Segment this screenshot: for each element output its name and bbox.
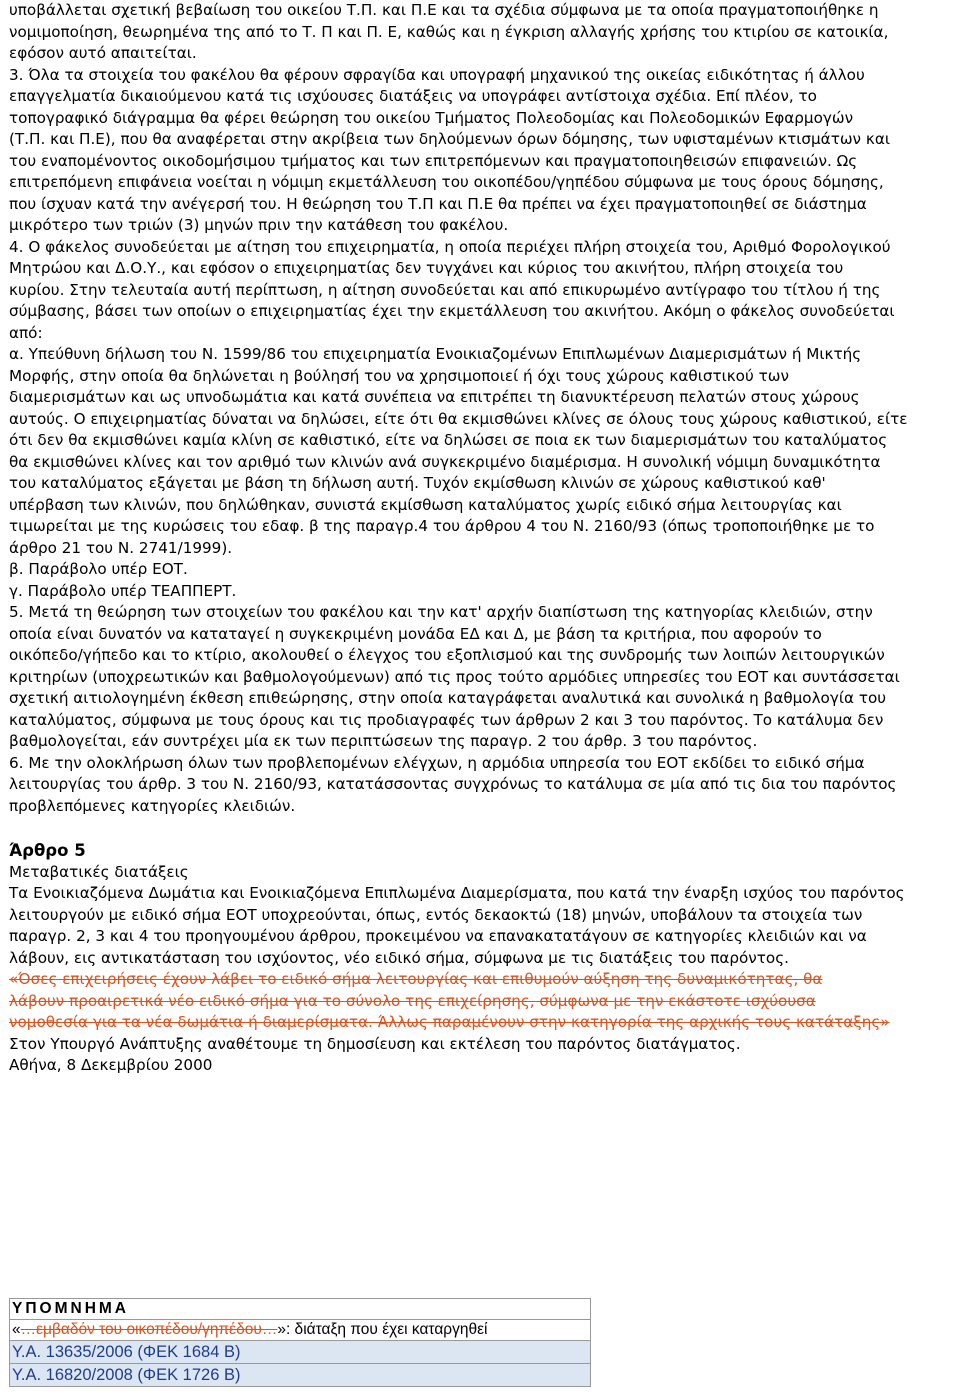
paragraph-transitional: Τα Ενοικιαζόμενα Δωμάτια και Ενοικιαζόμενα Επιπλωμένα Διαμερίσματα, που κατά την έναρξη ισχύος του παρόντος λειτουργούν με ειδικό σήμα ΕΟΤ υποχρεούνται, όπως, εντός δεκαοκτώ (18) μηνών, υποβάλουν τα στοιχεία των παραγρ. 2, 3 και 4 του προηγουμένου άρθρου, προκειμένου να επανακατατάγουν σε κατηγορίες κλειδιών και να λάβουν, εις αντικατάσταση του ισχύοντος, νέο ειδικό σήμα, σύμφωνα με τις διατάξεις του παρόντος.	[9, 884, 905, 967]
legend-repealed-desc: »: διάταξη που έχει καταργηθεί	[277, 1321, 488, 1338]
article-subtitle: Μεταβατικές διατάξεις	[9, 862, 189, 881]
paragraph-item-4: 4. Ο φάκελος συνοδεύεται με αίτηση του επιχειρηματία, η οποία περιέχει πλήρη στοιχεία του, Αριθμό Φορολογικού Μητρώου και Δ.Ο.Υ., και εφόσον ο επιχειρηματίας δεν τυγχάνει και κύριος του ακινήτου, πλήρη στοιχεία του κυρίου. Στην τελευταία αυτή περίπτωση, η αίτηση συνοδεύεται και από επικυρωμένο αντίγραφο του τίτλου ή της σύμβασης, βάσει των οποίων ο επιχειρηματίας έχει την εκμετάλλευση του ακινήτου. Ακόμη ο φάκελος συνοδεύεται από:	[9, 237, 895, 342]
paragraph-intro: υποβάλλεται σχετική βεβαίωση του οικείου Τ.Π. και Π.Ε και τα σχέδια σύμφωνα με τα οποία πραγματοποιήθηκε η νομιμοποίηση, θεωρημένα της από το Τ. Π και Π. Ε, καθώς και η έγκριση αλλαγής χρήσης του κτιρίου σε κατοικία, εφόσον αυτό απαιτείται.	[9, 1, 889, 62]
legend-ya-1: Υ.Α. 13635/2006 (ΦΕΚ 1684 Β)	[10, 1341, 591, 1364]
article-title: Άρθρο 5	[9, 841, 86, 860]
legend-title: ΥΠΟΜΝΗΜΑ	[10, 1299, 591, 1320]
paragraph-item-4b: β. Παράβολο υπέρ ΕΟΤ.	[9, 560, 188, 578]
legend-quote-open: «	[12, 1321, 21, 1338]
date-line: Αθήνα, 8 Δεκεμβρίου 2000	[9, 1056, 213, 1074]
legend-struck-sample: …εμβαδόν του οικοπέδου/γηπέδου…	[20, 1321, 278, 1338]
repealed-provision: «Όσες επιχειρήσεις έχουν λάβει το ειδικό σήμα λειτουργίας και επιθυμούν αύξηση της δυναμικότητας, θα λάβουν προαιρετικά νέο ειδικό σήμα για το σύνολο της επιχείρησης, σύμφωνα με την εκάστοτε ισχύουσα νομοθεσία για τα νέα δωμάτια ή διαμερίσματα. Άλλως παραμένουν στην κατηγορία της αρχικής τους κατάταξης»	[9, 970, 890, 1031]
paragraph-item-4c: γ. Παράβολο υπέρ ΤΕΑΠΠΕΡΤ.	[9, 581, 237, 600]
paragraph-item-3: 3. Όλα τα στοιχεία του φακέλου θα φέρουν σφραγίδα και υπογραφή μηχανικού της οικείας ειδικότητας ή άλλου επαγγελματία δικαιούμενου κατά τις ισχύουσες διατάξεις να υπογράφει αντίστοιχα σχέδια. Επί πλέον, το τοπογραφικό διάγραμμα θα φέρει θεώρηση του οικείου Τμήματος Πολεοδομίας και Πολεοδομικών Εφαρμογών (Τ.Π. και Π.Ε), που θα αναφέρεται στην ακρίβεια των δηλούμενων όρων δόμησης, των υφισταμένων κτισμάτων και του εναπομένοντος οικοδομήσιμου τμήματος και των επιτρεπόμενων και πραγματοποιηθεισών επιφανειών. Ως επιτρεπόμενη επιφάνεια νοείται η νόμιμη εκμετάλλευση του οικοπέδου/γηπέδου σύμφωνα με τους όρους δόμησης, που ίσχυαν κατά την ανέγερσή του. Η θεώρηση του Τ.Π και Π.Ε θα πρέπει να έχει πραγματοποιηθεί σε διάστημα μικρότερο των τριών (3) μηνών πριν την κατάθεση του φακέλου.	[9, 65, 890, 234]
legend-ya-2: Υ.Α. 16820/2008 (ΦΕΚ 1726 Β)	[10, 1364, 591, 1387]
paragraph-item-6: 6. Με την ολοκλήρωση όλων των προβλεπομένων ελέγχων, η αρμόδια υπηρεσία του ΕΟΤ εκδίδει το ειδικό σήμα λειτουργίας του άρθρ. 3 του Ν. 2160/93, κατατάσσοντας συγχρόνως το κατάλυμα σε μία από τις δια του παρόντος προβλεπόμενες κατηγορίες κλειδιών.	[9, 753, 897, 815]
paragraph-assignment: Στον Υπουργό Ανάπτυξης αναθέτουμε τη δημοσίευση και εκτέλεση του παρόντος διατάγματος.	[9, 1034, 741, 1053]
paragraph-item-4a: α. Υπεύθυνη δήλωση του Ν. 1599/86 του επιχειρηματία Ενοικιαζομένων Επιπλωμένων Διαμερισμάτων ή Μικτής Μορφής, στην οποία θα δηλώνεται η βούλησή του να χρησιμοποιεί ή όχι τους χώρους καθιστικού των διαμερισμάτων και ως υπνοδωμάτια και κατά συνέπεια να επιτρέπει τη διανυκτέρευση πελατών στους χώρους αυτούς. Ο επιχειρηματίας δύναται να δηλώσει, είτε ότι θα εκμισθώνει κλίνες σε όλους τους χώρους καθιστικού, είτε ότι δεν θα εκμισθώνει καμία κλίνη σε καθιστικό, είτε να δηλώσει σε ποια εκ των διαμερισμάτων του καταλύματος θα εκμισθώνει κλίνες και τον αριθμό των κλινών ανά συγκεκριμένο διαμέρισμα. Η συνολική νόμιμη δυναμικότητα του καταλύματος εξάγεται με βάση τη δήλωση αυτή. Τυχόν εκμίσθωση κλινών σε χώρους καθιστικού καθ' υπέρβαση των κλινών, που δηλώθηκαν, συνιστά εκμίσθωση καταλύματος χωρίς ειδικό σήμα λειτουργίας και τιμωρείται με της κυρώσεις του εδαφ. β της παραγρ.4 του άρθρου 4 του Ν. 2160/93 (όπως τροποποιήθηκε με το άρθρο 21 του Ν. 2741/1999).	[9, 345, 908, 557]
document-body	[9, 0, 954, 1077]
spacer	[9, 817, 954, 840]
legend-table	[9, 1298, 591, 1387]
paragraph-item-5: 5. Μετά τη θεώρηση των στοιχείων του φακέλου και την κατ' αρχήν διαπίστωση της κατηγορίας κλειδιών, στην οποία είναι δυνατόν να καταταγεί η συγκεκριμένη μονάδα ΕΔ και Δ, με βάση τα κριτήρια, που αφορούν το οικόπεδο/γήπεδο και το κτίριο, ακολουθεί ο έλεγχος του εξοπλισμού και της συνδρομής των λοιπών λειτουργικών κριτηρίων (υποχρεωτικών και βαθμολογούμενων) από τις προς τούτο αρμόδιες υπηρεσίες του ΕΟΤ και συντάσσεται σχετική αιτιολογημένη έκθεση επιθεώρησης, στην οποία καταγράφεται αναλυτικά και συνολικά η βαθμολογία του καταλύματος, σύμφωνα με τους όρους και τις προδιαγραφές των άρθρων 2 και 3 του παρόντος. Το κατάλυμα δεν βαθμολογείται, εάν συντρέχει μία εκ των περιπτώσεων της παραγρ. 2 του άρθρ. 3 του παρόντος.	[9, 603, 900, 750]
legend-repealed-row	[10, 1320, 591, 1341]
